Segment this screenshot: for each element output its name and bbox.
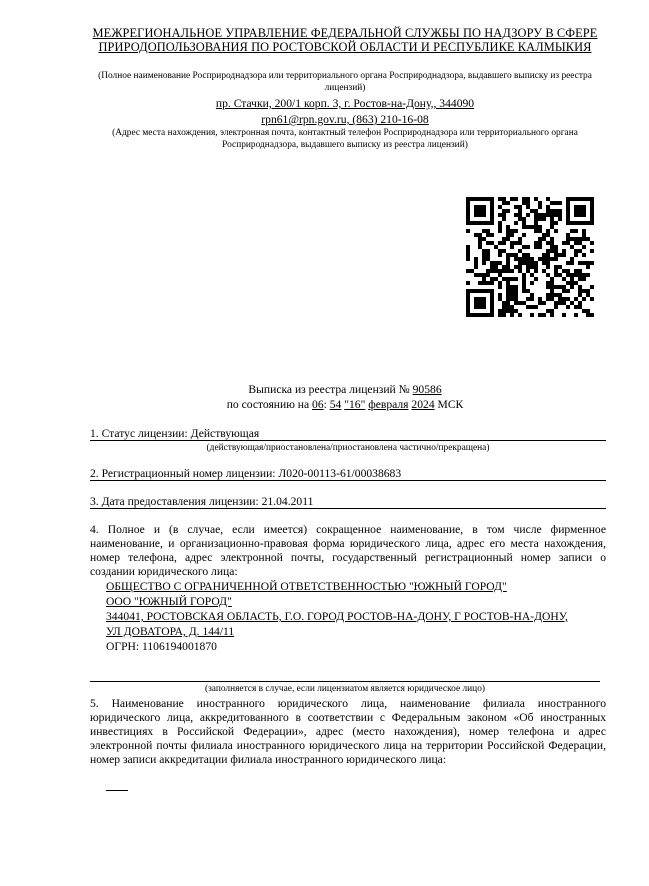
as-of-day: "16": [344, 398, 366, 411]
divider: [90, 681, 600, 682]
qr-code-icon: [466, 197, 594, 317]
issue-date-value: 21.04.2011: [261, 495, 314, 508]
divider: [90, 508, 606, 509]
divider: [90, 440, 606, 441]
as-of-tz: МСК: [437, 398, 464, 411]
as-of-hour: 06: [312, 398, 324, 411]
status-value: Действующая: [190, 427, 260, 440]
agency-contacts: rpn61@rpn.gov.ru, (863) 210-16-08: [261, 113, 429, 126]
divider: [90, 480, 606, 481]
agency-name: МЕЖРЕГИОНАЛЬНОЕ УПРАВЛЕНИЕ ФЕДЕРАЛЬНОЙ СЛУЖБЫ ПО НАДЗОРУ В СФЕРЕ ПРИРОДОПОЛЬЗОВАНИЯ ПО РОСТОВСКОЙ ОБЛАСТИ И РЕСПУБЛИКЕ КАЛМЫКИЯ: [92, 26, 598, 54]
org-address-line-2: УЛ ДОВАТОРА, Д. 144/11: [106, 625, 235, 638]
foreign-paragraph: 5. Наименование иностранного юридического лица, наименование филиала иностранного юридического лица, аккредитованного в соответствии с Федеральным законом «Об иностранных инвестициях в Российской Федерации», адрес (место нахождения), номер телефона и адрес электронной почты филиала иностранного юридического лица на территории Российской Федерации, номер записи аккредитации филиала иностранного юридического лица:: [90, 697, 606, 766]
issue-date-label: 3. Дата предоставления лицензии:: [90, 495, 259, 508]
status-caption: (действующая/приостановлена/приостановлена частично/прекращена): [206, 443, 490, 453]
issue-date-row: [90, 495, 313, 509]
agency-caption: (Полное наименование Росприроднадзора или территориального органа Росприроднадзора, выдавшего выписку из реестра лицензий): [98, 71, 592, 93]
org-paragraph: 4. Полное и (в случае, если имеется) сокращенное наименование, в том числе фирменное наименование, и организационно-правовая форма юридического лица, адрес его места нахождения, номер телефона, адрес электронной почты, государственный регистрационный номер записи о создании юридического лица:: [90, 523, 606, 578]
org-address-line-1: 344041, РОСТОВСКАЯ ОБЛАСТЬ, Г.О. ГОРОД РОСТОВ-НА-ДОНУ, Г РОСТОВ-НА-ДОНУ,: [106, 610, 568, 623]
as-of-month: февраля: [368, 398, 409, 411]
contacts-caption: (Адрес места нахождения, электронная почта, контактный телефон Росприроднадзора или территориального органа Росприроднадзора, выдавшего выписку из реестра лицензий): [112, 128, 578, 150]
org-full-name: ОБЩЕСТВО С ОГРАНИЧЕННОЙ ОТВЕТСТВЕННОСТЬЮ "ЮЖНЫЙ ГОРОД": [106, 580, 507, 593]
reg-number-label: 2. Регистрационный номер лицензии:: [90, 467, 276, 480]
as-of-minute: 54: [329, 398, 342, 411]
extract-number: 90586: [412, 383, 442, 396]
extract-date: по состоянию на 06: 54 "16" февраля 2024 МСК: [226, 398, 464, 411]
empty-value-line: [106, 790, 128, 791]
status-label: 1. Статус лицензии:: [90, 427, 188, 440]
extract-title: [90, 383, 600, 397]
status-row: [90, 427, 259, 441]
as-of-year: 2024: [411, 398, 435, 411]
reg-number-value: Л020-00113-61/00038683: [278, 467, 402, 480]
agency-address: пр. Стачки, 200/1 корп. 3, г. Ростов-на-Дону,, 344090: [215, 97, 475, 110]
org-short-name: ООО "ЮЖНЫЙ ГОРОД": [106, 595, 232, 608]
title-label: Выписка из реестра лицензий №: [248, 383, 410, 396]
org-caption: (заполняется в случае, если лицензиатом является юридическое лицо): [204, 684, 485, 694]
as-of-label: по состоянию на: [226, 398, 310, 411]
org-ogrn: ОГРН: 1106194001870: [106, 640, 217, 653]
reg-number-row: [90, 467, 401, 481]
